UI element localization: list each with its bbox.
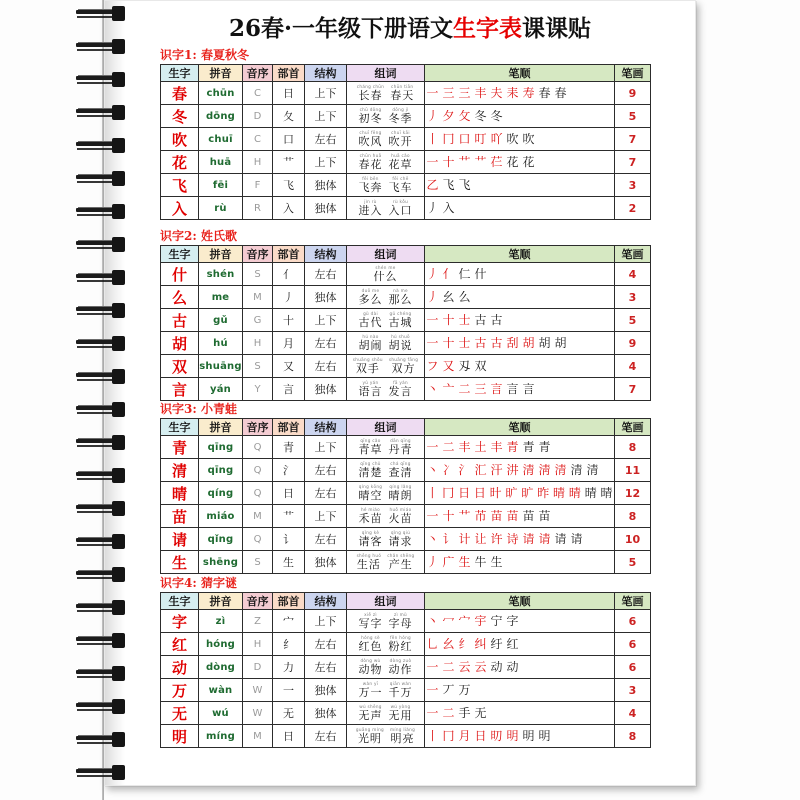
cell-pinyin: dōng [199,105,243,128]
cell-structure: 上下 [305,82,347,105]
cell-character: 万 [161,679,199,702]
cell-words: cháng chūn 长春 chūn tiān 春天 [347,82,425,105]
column-header-6: 笔顺 [425,246,615,263]
cell-structure: 独体 [305,551,347,574]
cell-stroke-order: 一 十 艹 艹 芢 花 花 [425,151,615,174]
column-header-1: 拼音 [199,593,243,610]
cell-structure: 左右 [305,263,347,286]
cell-radical: 生 [273,551,305,574]
cell-words: hóng sè 红色 fěn hóng 粉红 [347,633,425,656]
cell-initial: Q [243,528,273,551]
cell-words: qīng cǎo 青草 dān qīng 丹青 [347,436,425,459]
cell-pinyin: shén [199,263,243,286]
table-row [161,332,651,355]
cell-words: qíng kōng 晴空 qíng lǎng 晴朗 [347,482,425,505]
cell-initial: D [243,105,273,128]
cell-pinyin: zì [199,610,243,633]
binding-coil [74,501,132,516]
cell-stroke-count: 6 [615,656,651,679]
column-header-0: 生字 [161,419,199,436]
cell-character: 生 [161,551,199,574]
cell-character: 字 [161,610,199,633]
cell-pinyin: dòng [199,656,243,679]
cell-stroke-order: 丿 幺 么 [425,286,615,309]
cell-character: 入 [161,197,199,220]
cell-radical: 日 [273,82,305,105]
binding-coil [74,39,132,54]
cell-radical: 宀 [273,610,305,633]
cell-pinyin: gǔ [199,309,243,332]
cell-initial: Q [243,459,273,482]
character-table [160,245,651,401]
cell-words: shuāng shǒu 双手 shuāng fāng 双方 [347,355,425,378]
cell-stroke-count: 9 [615,332,651,355]
cell-radical: 一 [273,679,305,702]
cell-structure: 上下 [305,105,347,128]
cell-initial: C [243,82,273,105]
column-header-5: 组词 [347,593,425,610]
cell-character: 青 [161,436,199,459]
cell-pinyin: huā [199,151,243,174]
cell-stroke-order: 一 丆 万 [425,679,615,702]
cell-radical: 夂 [273,105,305,128]
table-row [161,286,651,309]
table-row [161,105,651,128]
cell-words: wú shēng 无声 wú yòng 无用 [347,702,425,725]
cell-structure: 独体 [305,679,347,702]
cell-character: 红 [161,633,199,656]
cell-stroke-count: 2 [615,197,651,220]
cell-pinyin: wàn [199,679,243,702]
column-header-1: 拼音 [199,419,243,436]
cell-pinyin: qǐng [199,528,243,551]
column-header-0: 生字 [161,246,199,263]
cell-words: qīng chǔ 清楚 chá qīng 查清 [347,459,425,482]
binding-coil [74,105,132,120]
cell-words: shén me 什么 [347,263,425,286]
cell-radical: 口 [273,128,305,151]
column-header-7: 笔画 [615,65,651,82]
cell-character: 春 [161,82,199,105]
cell-radical: 力 [273,656,305,679]
cell-stroke-count: 8 [615,436,651,459]
cell-structure: 独体 [305,174,347,197]
cell-pinyin: míng [199,725,243,748]
cell-structure: 上下 [305,610,347,633]
cell-pinyin: fēi [199,174,243,197]
cell-pinyin: rù [199,197,243,220]
cell-words: gǔ dài 古代 gǔ chéng 古城 [347,309,425,332]
cell-stroke-order: 一 三 三 丰 夫 耒 寿 春 春 [425,82,615,105]
cell-stroke-count: 9 [615,82,651,105]
column-header-1: 拼音 [199,65,243,82]
table-row [161,482,651,505]
section-label: 识字3: 小青蛙 [160,402,237,416]
cell-pinyin: qíng [199,482,243,505]
cell-character: 苗 [161,505,199,528]
column-header-6: 笔顺 [425,419,615,436]
cell-structure: 左右 [305,128,347,151]
cell-pinyin: me [199,286,243,309]
cell-stroke-order: 乙 飞 飞 [425,174,615,197]
cell-radical: 亻 [273,263,305,286]
cell-character: 飞 [161,174,199,197]
cell-radical: 月 [273,332,305,355]
cell-initial: H [243,151,273,174]
cell-character: 胡 [161,332,199,355]
cell-stroke-order: 一 十 士 古 古 刮 胡 胡 胡 [425,332,615,355]
cell-radical: 言 [273,378,305,401]
cell-stroke-order: 一 二 丰 土 丰 青 青 青 [425,436,615,459]
cell-structure: 独体 [305,286,347,309]
table-row [161,197,651,220]
cell-initial: Q [243,436,273,459]
cell-words: shēng huó 生活 chǎn shēng 产生 [347,551,425,574]
table-row [161,633,651,656]
cell-radical: 飞 [273,174,305,197]
cell-structure: 上下 [305,309,347,332]
table-row [161,82,651,105]
cell-character: 清 [161,459,199,482]
cell-stroke-order: 乚 幺 纟 纠 纡 红 [425,633,615,656]
cell-stroke-count: 8 [615,505,651,528]
cell-words: jìn rù 进入 rù kǒu 入口 [347,197,425,220]
column-header-1: 拼音 [199,246,243,263]
cell-structure: 左右 [305,459,347,482]
cell-initial: M [243,725,273,748]
cell-stroke-order: 一 二 手 无 [425,702,615,725]
binding-coil [74,6,132,21]
cell-initial: H [243,633,273,656]
table-row [161,128,651,151]
cell-structure: 独体 [305,197,347,220]
section-label: 识字1: 春夏秋冬 [160,48,249,62]
cell-stroke-order: 丿 夕 攵 冬 冬 [425,105,615,128]
table-row [161,459,651,482]
cell-pinyin: chuī [199,128,243,151]
character-table [160,592,651,748]
binding-coil [74,72,132,87]
cell-stroke-count: 8 [615,725,651,748]
cell-character: 明 [161,725,199,748]
section-label: 识字2: 姓氏歌 [160,229,237,243]
cell-words: wàn yī 万一 qiān wàn 千万 [347,679,425,702]
page-title [150,10,670,43]
cell-stroke-count: 6 [615,633,651,656]
table-row [161,505,651,528]
cell-pinyin: qīng [199,459,243,482]
column-header-7: 笔画 [615,419,651,436]
cell-words: chūn huā 春花 huā cǎo 花草 [347,151,425,174]
cell-stroke-count: 3 [615,286,651,309]
cell-structure: 左右 [305,355,347,378]
column-header-5: 组词 [347,419,425,436]
binding-coil [74,666,132,681]
cell-radical: 艹 [273,505,305,528]
cell-pinyin: miáo [199,505,243,528]
cell-structure: 左右 [305,332,347,355]
cell-stroke-count: 10 [615,528,651,551]
cell-character: 么 [161,286,199,309]
column-header-6: 笔顺 [425,65,615,82]
cell-words: fēi bēn 飞奔 fēi chē 飞车 [347,174,425,197]
column-header-5: 组词 [347,65,425,82]
cell-character: 动 [161,656,199,679]
cell-pinyin: hóng [199,633,243,656]
cell-pinyin: wú [199,702,243,725]
column-header-2: 音序 [243,419,273,436]
cell-radical: 日 [273,482,305,505]
cell-initial: R [243,197,273,220]
cell-stroke-order: 丶 讠 计 让 许 诗 请 请 请 请 [425,528,615,551]
table-row [161,436,651,459]
cell-stroke-order: 丿 入 [425,197,615,220]
cell-words: guāng míng 光明 míng liàng 明亮 [347,725,425,748]
cell-stroke-order: 丶 冫 氵 汇 汗 汫 清 淸 清 清 清 [425,459,615,482]
cell-initial: G [243,309,273,332]
cell-structure: 左右 [305,656,347,679]
binding-coil [74,138,132,153]
binding-coil [74,633,132,648]
column-header-0: 生字 [161,65,199,82]
cell-radical: 十 [273,309,305,332]
binding-coil [74,369,132,384]
cell-stroke-order: 一 二 云 云 动 动 [425,656,615,679]
cell-pinyin: chūn [199,82,243,105]
cell-radical: 青 [273,436,305,459]
cell-structure: 左右 [305,482,347,505]
binding-coil [74,336,132,351]
table-row [161,679,651,702]
character-table [160,64,651,220]
section-label: 识字4: 猜字谜 [160,576,237,590]
column-header-4: 结构 [305,246,347,263]
cell-stroke-order: 丨 冂 月 日 旫 明 明 明 [425,725,615,748]
cell-stroke-order: 丨 冂 日 日 旪 旷 旷 昨 晴 晴 晴 晴 [425,482,615,505]
cell-words: hé miáo 禾苗 huǒ miáo 火苗 [347,505,425,528]
cell-words: xiě zì 写字 zì mǔ 字母 [347,610,425,633]
table-row [161,725,651,748]
cell-radical: 讠 [273,528,305,551]
cell-initial: H [243,332,273,355]
table-row [161,551,651,574]
cell-stroke-count: 11 [615,459,651,482]
cell-stroke-order: 丿 亻 仁 什 [425,263,615,286]
table-row [161,355,651,378]
cell-character: 古 [161,309,199,332]
binding-coil [74,204,132,219]
column-header-7: 笔画 [615,593,651,610]
cell-character: 吹 [161,128,199,151]
cell-stroke-count: 5 [615,309,651,332]
cell-character: 什 [161,263,199,286]
cell-pinyin: yán [199,378,243,401]
cell-character: 花 [161,151,199,174]
cell-stroke-order: フ 又 刄 双 [425,355,615,378]
title-suffix: 课课贴 [522,15,591,42]
cell-character: 冬 [161,105,199,128]
cell-radical: 艹 [273,151,305,174]
cell-initial: W [243,679,273,702]
binding-coil [74,600,132,615]
cell-words: chuī fēng 吹风 chuī kāi 吹开 [347,128,425,151]
cell-initial: S [243,551,273,574]
column-header-3: 部首 [273,593,305,610]
column-header-3: 部首 [273,419,305,436]
cell-stroke-order: 一 十 艹 芇 苗 苗 苗 苗 [425,505,615,528]
cell-stroke-count: 7 [615,151,651,174]
cell-structure: 左右 [305,528,347,551]
cell-pinyin: shuāng [199,355,243,378]
cell-stroke-count: 12 [615,482,651,505]
binding-coil [74,732,132,747]
cell-radical: 又 [273,355,305,378]
column-header-2: 音序 [243,246,273,263]
cell-structure: 左右 [305,725,347,748]
cell-stroke-count: 7 [615,128,651,151]
cell-words: duō me 多么 nà me 那么 [347,286,425,309]
cell-stroke-count: 6 [615,610,651,633]
cell-initial: C [243,128,273,151]
cell-character: 无 [161,702,199,725]
table-row [161,174,651,197]
cell-radical: 纟 [273,633,305,656]
cell-stroke-count: 5 [615,105,651,128]
cell-stroke-count: 5 [615,551,651,574]
title-highlight: 生字表 [453,15,522,42]
column-header-7: 笔画 [615,246,651,263]
binding-coil [74,699,132,714]
cell-initial: Y [243,378,273,401]
cell-stroke-count: 3 [615,174,651,197]
column-header-2: 音序 [243,593,273,610]
cell-initial: Z [243,610,273,633]
binding-coil [74,303,132,318]
cell-initial: Q [243,482,273,505]
cell-stroke-order: 丨 冂 口 叮 吖 吹 吹 [425,128,615,151]
title-prefix: 26春·一年级下册语文 [228,15,453,42]
binding-coil [74,435,132,450]
column-header-3: 部首 [273,65,305,82]
cell-radical: 入 [273,197,305,220]
column-header-6: 笔顺 [425,593,615,610]
binding-coil [74,468,132,483]
cell-character: 双 [161,355,199,378]
binding-coil [74,402,132,417]
cell-stroke-count: 3 [615,679,651,702]
cell-stroke-count: 7 [615,378,651,401]
cell-initial: S [243,263,273,286]
cell-structure: 独体 [305,378,347,401]
table-row [161,263,651,286]
cell-character: 请 [161,528,199,551]
cell-stroke-count: 4 [615,702,651,725]
cell-pinyin: qīng [199,436,243,459]
cell-radical: 无 [273,702,305,725]
spiral-binding [74,0,136,800]
table-row [161,656,651,679]
cell-initial: M [243,286,273,309]
cell-radical: 日 [273,725,305,748]
table-row [161,151,651,174]
column-header-0: 生字 [161,593,199,610]
cell-structure: 上下 [305,436,347,459]
cell-words: chū dōng 初冬 dōng jì 冬季 [347,105,425,128]
cell-structure: 左右 [305,633,347,656]
cell-stroke-order: 一 十 士 古 古 [425,309,615,332]
cell-words: yǔ yán 语言 fā yán 发言 [347,378,425,401]
cell-radical: 氵 [273,459,305,482]
cell-stroke-order: 丶 亠 二 三 言 言 言 [425,378,615,401]
column-header-4: 结构 [305,593,347,610]
cell-initial: S [243,355,273,378]
cell-structure: 上下 [305,151,347,174]
column-header-5: 组词 [347,246,425,263]
cell-structure: 独体 [305,702,347,725]
cell-initial: D [243,656,273,679]
cell-words: dòng wù 动物 dòng zuò 动作 [347,656,425,679]
cell-structure: 上下 [305,505,347,528]
binding-coil [74,171,132,186]
cell-words: qǐng kè 请客 qǐng qiú 请求 [347,528,425,551]
cell-stroke-order: 丶 冖 宀 宇 宁 字 [425,610,615,633]
cell-initial: M [243,505,273,528]
table-row [161,378,651,401]
column-header-3: 部首 [273,246,305,263]
cell-stroke-count: 4 [615,263,651,286]
table-row [161,309,651,332]
table-row [161,528,651,551]
cell-pinyin: shēng [199,551,243,574]
cell-radical: 丿 [273,286,305,309]
column-header-4: 结构 [305,65,347,82]
column-header-4: 结构 [305,419,347,436]
cell-character: 晴 [161,482,199,505]
binding-coil [74,534,132,549]
binding-coil [74,270,132,285]
column-header-2: 音序 [243,65,273,82]
character-table [160,418,651,574]
cell-initial: F [243,174,273,197]
cell-words: hú nào 胡闹 hú shuō 胡说 [347,332,425,355]
binding-coil [74,765,132,780]
cell-pinyin: hú [199,332,243,355]
cell-character: 言 [161,378,199,401]
cell-stroke-order: 丿 广 生 牛 生 [425,551,615,574]
binding-coil [74,237,132,252]
binding-coil [74,567,132,582]
table-row [161,610,651,633]
cell-stroke-count: 4 [615,355,651,378]
cell-initial: W [243,702,273,725]
table-row [161,702,651,725]
